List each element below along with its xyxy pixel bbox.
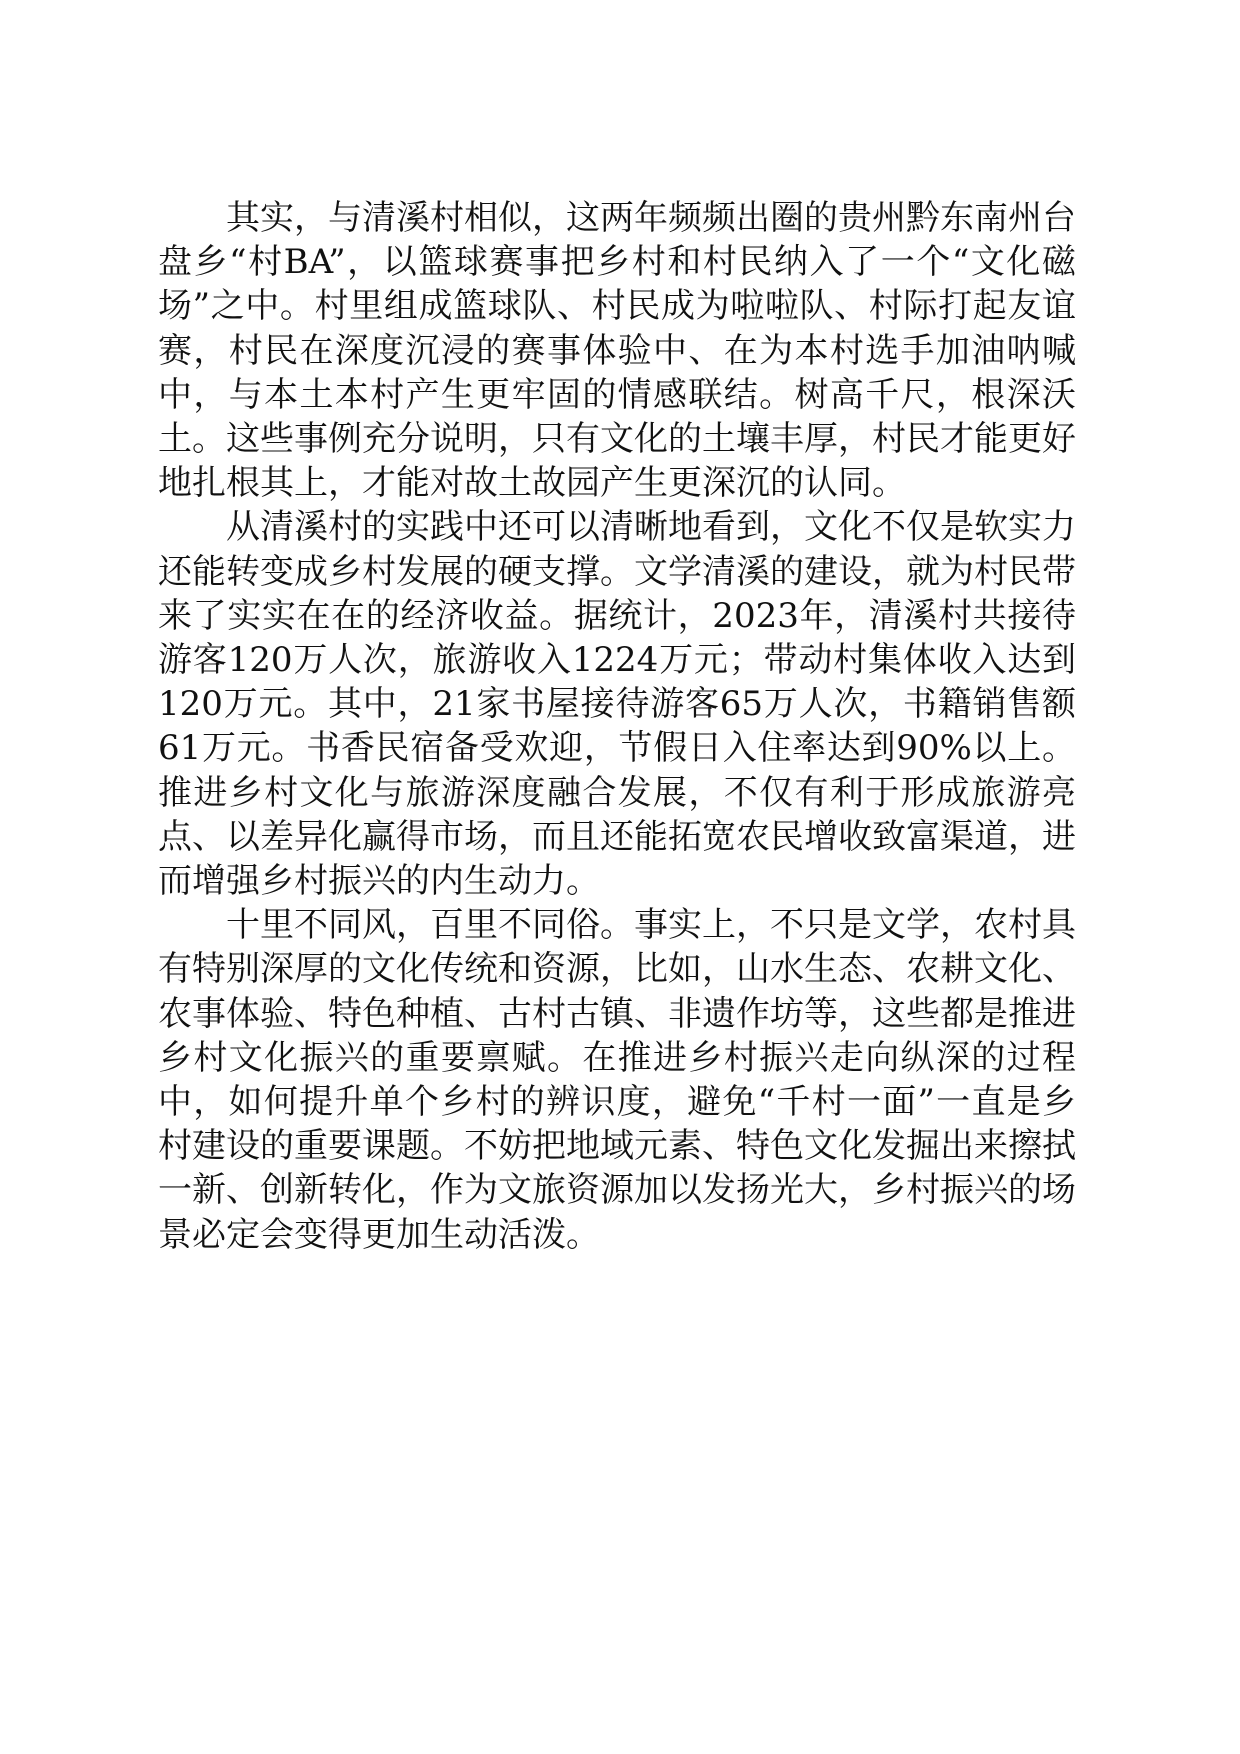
paragraph-1: 其实，与清溪村相似，这两年频频出圈的贵州黔东南州台盘乡“村BA”，以篮球赛事把乡村和村民纳入了一个“文化磁场”之中。村里组成篮球队、村民成为啦啦队、村际打起友谊赛，村民在深度沉浸的赛事体验中、在为本村选手加油呐喊中，与本土本村产生更牢固的情感联结。树高千尺，根深沃土。这些事例充分说明，只有文化的土壤丰厚，村民才能更好地扎根其上，才能对故土故园产生更深沉的认同。 [158, 198, 1076, 504]
paragraph-3: 十里不同风，百里不同俗。事实上，不只是文学，农村具有特别深厚的文化传统和资源，比如，山水生态、农耕文化、农事体验、特色种植、古村古镇、非遗作坊等，这些都是推进乡村文化振兴的重要禀赋。在推进乡村振兴走向纵深的过程中，如何提升单个乡村的辨识度，避免“千村一面”一直是乡村建设的重要课题。不妨把地域元素、特色文化发掘出来擦拭一新、创新转化，作为文旅资源加以发扬光大，乡村振兴的场景必定会变得更加生动活泼。 [158, 905, 1076, 1255]
article-body [158, 196, 1076, 1257]
paragraph-2: 从清溪村的实践中还可以清晰地看到，文化不仅是软实力还能转变成乡村发展的硬支撑。文学清溪的建设，就为村民带来了实实在在的经济收益。据统计，2023年，清溪村共接待游客120万人次，旅游收入1224万元；带动村集体收入达到120万元。其中，21家书屋接待游客65万人次，书籍销售额61万元。书香民宿备受欢迎，节假日入住率达到90%以上。推进乡村文化与旅游深度融合发展，不仅有利于形成旅游亮点、以差异化赢得市场，而且还能拓宽农民增收致富渠道，进而增强乡村振兴的内生动力。 [158, 507, 1076, 902]
